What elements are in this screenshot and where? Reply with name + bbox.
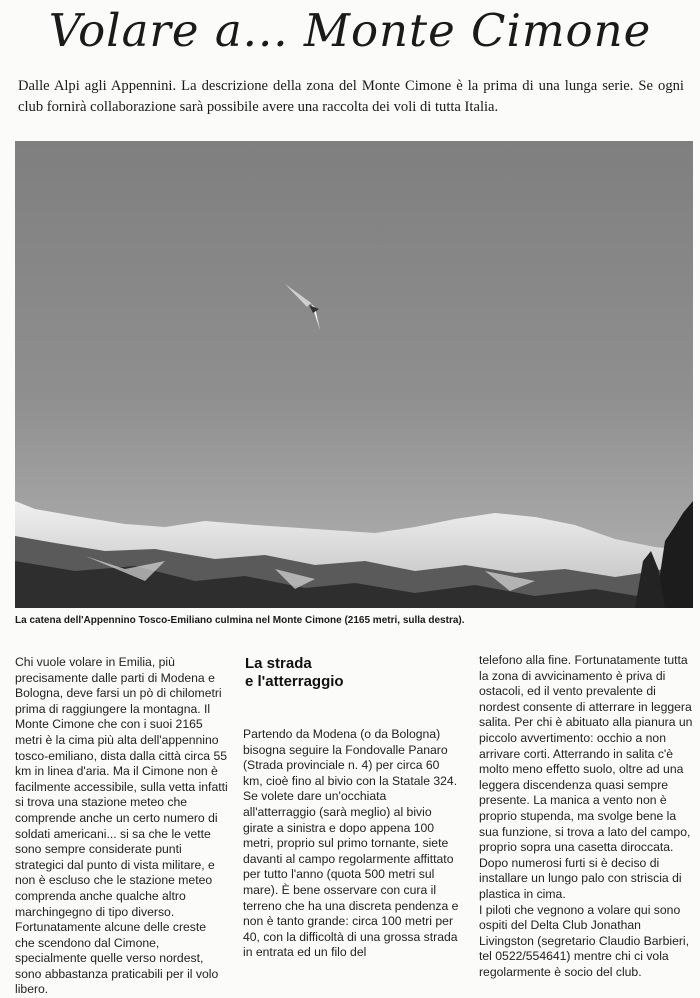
column-1 <box>15 655 229 998</box>
section-heading: La strada e l'atterraggio <box>245 655 344 690</box>
paragraph: Chi vuole volare in Emilia, più precisamente dalle parti di Modena e Bologna, deve farsi un pò di chilometri prima di raggiungere la montagna. Il Monte Cimone che con i suoi 2165 metri è la cima più alta dell'appennino tosco-emiliano, dista dalla città circa 55 km in linea d'aria. Ma il Cimone non è facilmente accessibile, sulla vetta infatti si trova una stazione meteo che comprende anche un certo numero di soldati americani... si sa che le vette sono sempre considerate punti strategici dal punto di vista militare, e non è escluso che le stazione meteo comprenda anche qualche altro marchingegno di tipo diverso. <box>15 655 228 919</box>
article-intro: Dalle Alpi agli Appennini. La descrizione della zona del Monte Cimone è la prima di una lunga serie. Se ogni club fornirà collaborazione sarà possibile avere una raccolta dei voli di tutta Italia. <box>18 78 684 115</box>
photo-hang-glider-mountains <box>15 141 693 608</box>
column-2 <box>243 655 459 961</box>
article-title: Volare a... Monte Cimone <box>48 4 652 57</box>
paragraph: I piloti che vegnono a volare qui sono ospiti del Delta Club Jonathan Livingston (segretario Claudio Barbieri, tel 0522/554641) mentre chi ci vola regolarmente è socio del club. <box>479 902 690 979</box>
paragraph: Partendo da Modena (o da Bologna) bisogna seguire la Fondovalle Panaro (Strada provinciale n. 4) per circa 60 km, cioè fino al bivio con la Statale 324. Se volete dare un'occhiata all'atterraggio (sarà meglio) al bivio girate a sinistra e dopo appena 100 metri, proprio sul primo tornante, siete davanti al campo regolarmente affittato per tutto l'anno (quota 500 metri sul mare). È bene osservare con cura il terreno che ha una discreta pendenza e non è tanto grande: circa 100 metri per 40, con la difficoltà di una grossa strada in entrata ed un filo del <box>243 727 459 960</box>
paragraph: Fortunatamente alcune delle creste che scendono dal Cimone, specialmente quelle verso nordest, sono abbastanza praticabili per il volo libero. <box>15 920 219 997</box>
photo-caption: La catena dell'Appennino Tosco-Emiliano culmina nel Monte Cimone (2165 metri, sulla destra). <box>15 615 465 626</box>
paragraph: telefono alla fine. Fortunatamente tutta la zona di avvicinamento è priva di ostacoli, ed il vento prevalente di nordest consente di atterrare in leggera salita. Per chi è abituato alla pianura un piccolo avvertimento: occhio a non arrivare corti. Atterrando in salita c'è molto meno effetto suolo, oltre ad una leggera discendenza quasi sempre presente. La manica a vento non è proprio stupenda, ma svolge bene la sua funzione, si trova a lato del campo, proprio sopra una casetta diroccata. Dopo numerosi furti si è deciso di installare un lungo palo con striscia di plastica in cima. <box>479 653 693 901</box>
column-3 <box>479 653 693 980</box>
